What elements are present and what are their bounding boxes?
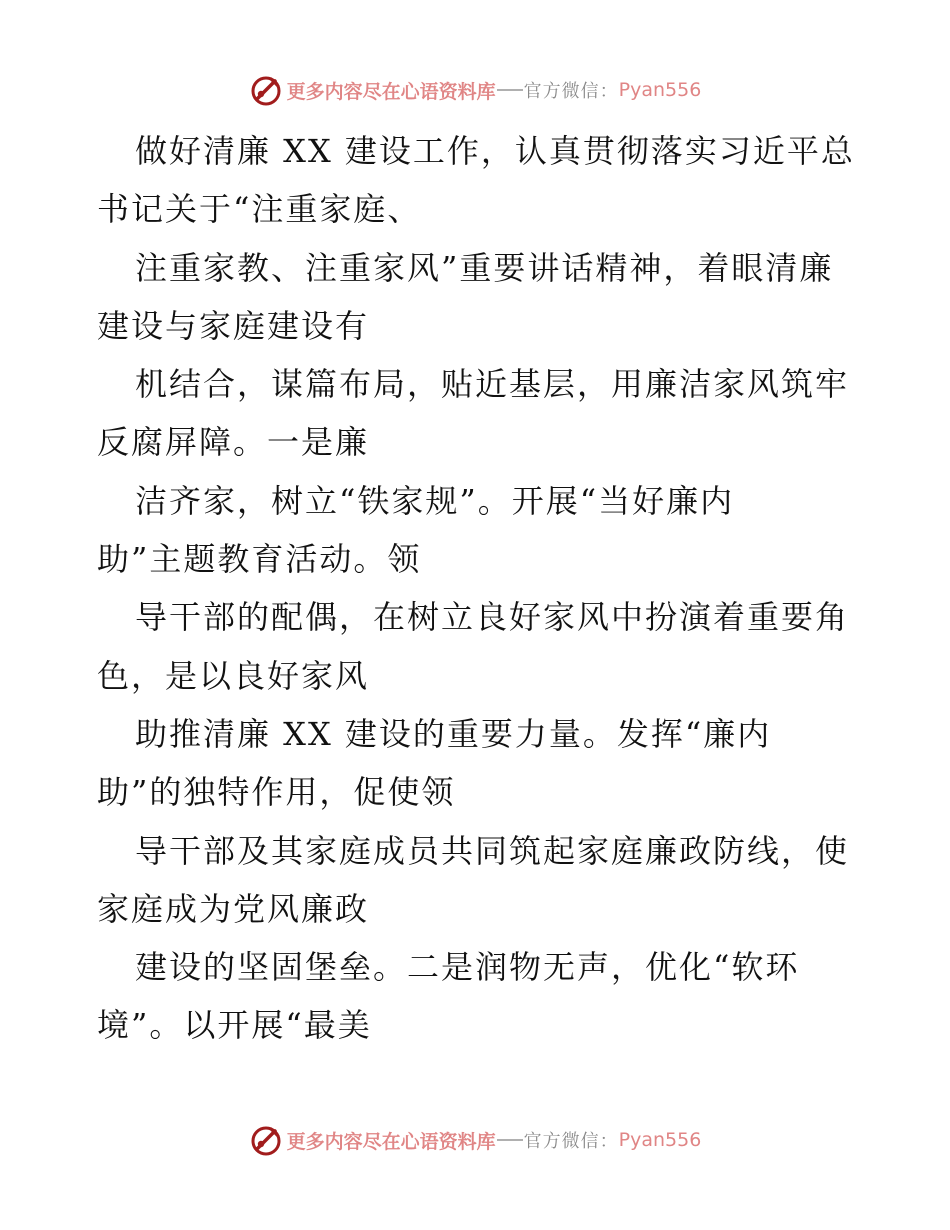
watermark-dash xyxy=(497,89,523,91)
logo-icon xyxy=(249,1123,283,1157)
text-line: 书记关于“注重家庭、 xyxy=(97,190,422,229)
text-line: 助”的独特作用，促使领 xyxy=(97,773,456,812)
watermark-sub-text: 官方微信： xyxy=(523,1131,619,1152)
text-line: 导干部的配偶，在树立良好家风中扮演着重要角 xyxy=(135,598,850,637)
watermark-sub-text: 官方微信： xyxy=(523,81,619,102)
text-line: 反腐屏障。一是廉 xyxy=(97,423,370,462)
text-line: 境”。以开展“最美 xyxy=(97,1006,372,1045)
watermark-dash xyxy=(497,1139,523,1141)
text-line: 助推清廉 XX 建设的重要力量。发挥“廉内 xyxy=(135,714,772,753)
text-line: 做好清廉 XX 建设工作，认真贯彻落实习近平总 xyxy=(135,132,855,170)
text-line: 洁齐家，树立“铁家规”。开展“当好廉内 xyxy=(135,481,735,520)
text-line: 色，是以良好家风 xyxy=(97,656,370,695)
document-body xyxy=(97,122,867,1055)
text-line: 机结合，谋篇布局，贴近基层，用廉洁家风筑牢 xyxy=(135,365,850,404)
text-line: 建设与家庭建设有 xyxy=(97,306,370,345)
text-line: 助”主题教育活动。领 xyxy=(97,540,422,579)
logo-icon xyxy=(249,73,283,107)
text-line: 建设的坚固堡垒。二是润物无声，优化“软环 xyxy=(135,948,800,987)
watermark-id-text: Pyan556 xyxy=(618,79,702,101)
text-line: 导干部及其家庭成员共同筑起家庭廉政防线，使 xyxy=(135,831,850,870)
watermark-main-text: 更多内容尽在心语资料库 xyxy=(286,80,496,103)
text-line: 注重家教、注重家风”重要讲话精神，着眼清廉 xyxy=(135,248,834,287)
header-watermark xyxy=(0,70,950,110)
watermark-id-text: Pyan556 xyxy=(618,1129,702,1151)
footer-watermark xyxy=(0,1120,950,1160)
text-line: 家庭成为党风廉政 xyxy=(97,889,370,928)
watermark-main-text: 更多内容尽在心语资料库 xyxy=(286,1130,496,1153)
